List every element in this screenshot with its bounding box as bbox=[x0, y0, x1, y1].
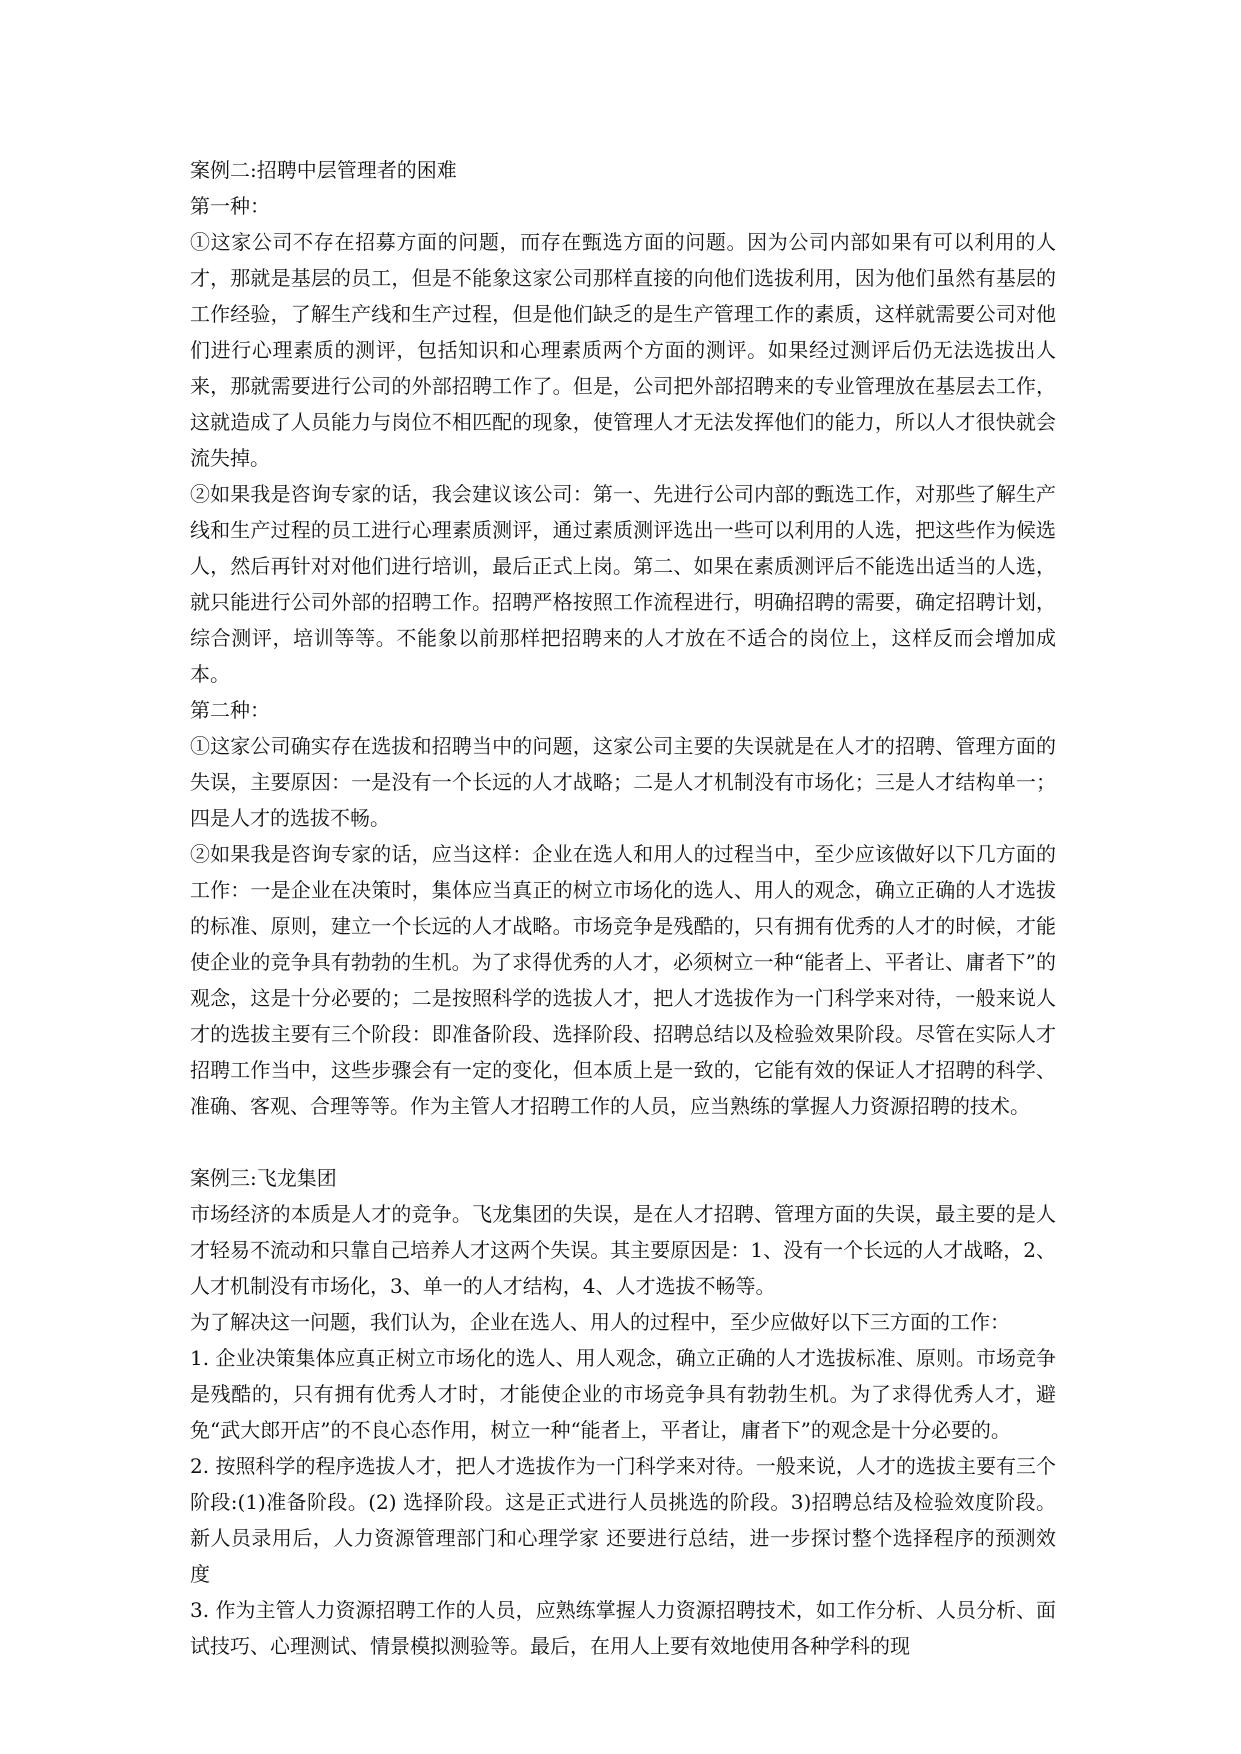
case3-paragraph-1: 市场经济的本质是人才的竞争。飞龙集团的失误，是在人才招聘、管理方面的失误，最主要的是人才轻易不流动和只靠自己培养人才这两个失误。其主要原因是：1、没有一个长远的人才战略，2、人才机制没有市场化，3、单一的人才结构，4、人才选拔不畅等。 bbox=[190, 1202, 1056, 1298]
case3-list-item-3: 3. 作为主管人力资源招聘工作的人员，应熟练掌握人力资源招聘技术，如工作分析、人员分析、面试技巧、心理测试、情景模拟测验等。最后，在用人上要有效地使用各种学科的现 bbox=[190, 1598, 1056, 1658]
section-spacer bbox=[190, 1124, 1056, 1160]
case3-list-item-2: 2. 按照科学的程序选拔人才，把人才选拔作为一门科学来对待。一般来说，人才的选拔主要有三个阶段:(1)准备阶段。(2) 选择阶段。这是正式进行人员挑选的阶段。3)招聘总结及检验效度阶段。新人员录用后，人力资源管理部门和心理学家 还要进行总结，进一步探讨整个选择程序的预测效度 bbox=[190, 1454, 1056, 1586]
case2-title: 案例二:招聘中层管理者的困难 bbox=[190, 158, 457, 182]
case3-list-item-1: 1. 企业决策集体应真正树立市场化的选人、用人观念，确立正确的人才选拔标准、原则。市场竞争是残酷的，只有拥有优秀人才时，才能使企业的市场竞争具有勃勃生机。为了求得优秀人才，避免“武大郎开店”的不良心态作用，树立一种“能者上，平者让，庸者下”的观念是十分必要的。 bbox=[190, 1346, 1056, 1442]
case3-paragraph-2: 为了解决这一问题，我们认为，企业在选人、用人的过程中，至少应做好以下三方面的工作： bbox=[190, 1310, 1010, 1334]
case2-option2-paragraph-1: ①这家公司确实存在选拔和招聘当中的问题，这家公司主要的失误就是在人才的招聘、管理方面的失误，主要原因：一是没有一个长远的人才战略；二是人才机制没有市场化；三是人才结构单一；四是人才的选拔不畅。 bbox=[190, 734, 1056, 830]
document-page bbox=[190, 152, 1056, 1664]
case2-option1-heading: 第一种： bbox=[190, 194, 270, 218]
case2-option1-paragraph-1: ①这家公司不存在招募方面的问题，而存在甄选方面的问题。因为公司内部如果有可以利用的人才，那就是基层的员工，但是不能象这家公司那样直接的向他们选拔利用，因为他们虽然有基层的工作经验，了解生产线和生产过程，但是他们缺乏的是生产管理工作的素质，这样就需要公司对他们进行心理素质的测评，包括知识和心理素质两个方面的测评。如果经过测评后仍无法选拔出人来，那就需要进行公司的外部招聘工作了。但是，公司把外部招聘来的专业管理放在基层去工作，这就造成了人员能力与岗位不相匹配的现象，使管理人才无法发挥他们的能力，所以人才很快就会流失掉。 bbox=[190, 230, 1056, 470]
case2-option2-heading: 第二种： bbox=[190, 698, 270, 722]
case2-option1-paragraph-2: ②如果我是咨询专家的话，我会建议该公司：第一、先进行公司内部的甄选工作，对那些了解生产线和生产过程的员工进行心理素质测评，通过素质测评选出一些可以利用的人选，把这些作为候选人，然后再针对对他们进行培训，最后正式上岗。第二、如果在素质测评后不能选出适当的人选，就只能进行公司外部的招聘工作。招聘严格按照工作流程进行，明确招聘的需要，确定招聘计划，综合测评，培训等等。不能象以前那样把招聘来的人才放在不适合的岗位上，这样反而会增加成本。 bbox=[190, 482, 1056, 686]
case2-option2-paragraph-2: ②如果我是咨询专家的话，应当这样：企业在选人和用人的过程当中，至少应该做好以下几方面的工作：一是企业在决策时，集体应当真正的树立市场化的选人、用人的观念，确立正确的人才选拔的标准、原则，建立一个长远的人才战略。市场竞争是残酷的，只有拥有优秀的人才的时候，才能使企业的竞争具有勃勃的生机。为了求得优秀的人才，必须树立一种“能者上、平者让、庸者下”的观念，这是十分必要的；二是按照科学的选拔人才，把人才选拔作为一门科学来对待，一般来说人才的选拔主要有三个阶段：即准备阶段、选择阶段、招聘总结以及检验效果阶段。尽管在实际人才招聘工作当中，这些步骤会有一定的变化，但本质上是一致的，它能有效的保证人才招聘的科学、准确、客观、合理等等。作为主管人才招聘工作的人员，应当熟练的掌握人力资源招聘的技术。 bbox=[190, 842, 1056, 1118]
case3-title: 案例三:飞龙集团 bbox=[190, 1166, 337, 1190]
